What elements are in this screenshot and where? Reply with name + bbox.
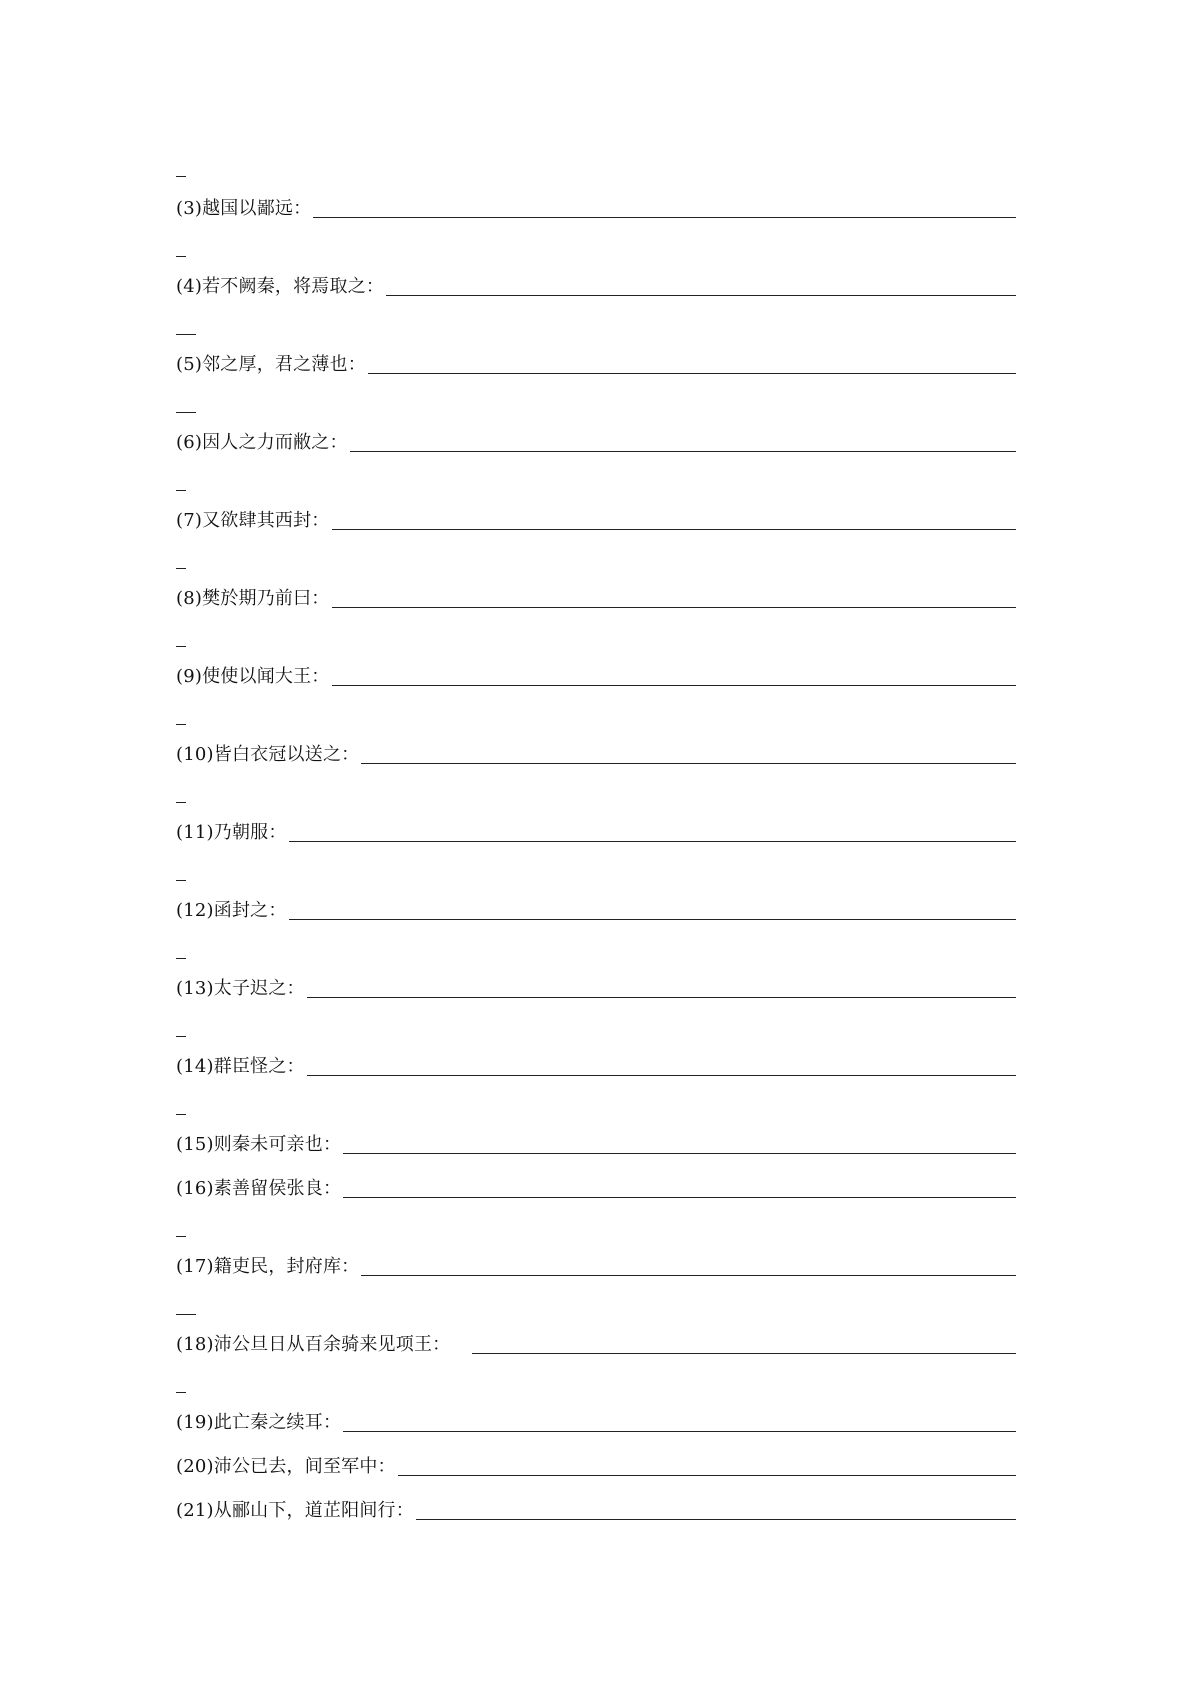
question-label: (11)乃朝服： <box>176 822 287 843</box>
continuation-line <box>176 802 186 803</box>
answer-line[interactable] <box>416 1519 1016 1520</box>
continuation-line <box>176 412 196 413</box>
answer-line[interactable] <box>289 841 1016 842</box>
question-row-15 <box>176 1130 1016 1158</box>
answer-line[interactable] <box>343 1431 1016 1432</box>
question-row-9 <box>176 662 1016 690</box>
question-label: (9)使使以闻大王： <box>176 666 330 687</box>
continuation-line <box>176 646 186 647</box>
question-label: (16)素善留侯张良： <box>176 1178 342 1199</box>
answer-line[interactable] <box>343 1197 1016 1198</box>
question-row-10 <box>176 740 1016 768</box>
continuation-line <box>176 176 186 177</box>
answer-line[interactable] <box>368 373 1016 374</box>
question-row-18 <box>176 1330 1016 1358</box>
answer-line[interactable] <box>343 1153 1016 1154</box>
answer-line[interactable] <box>332 607 1017 608</box>
answer-line[interactable] <box>472 1353 1016 1354</box>
question-row-7 <box>176 506 1016 534</box>
question-row-16 <box>176 1174 1016 1202</box>
continuation-line <box>176 256 186 257</box>
question-label: (14)群臣怪之： <box>176 1056 305 1077</box>
continuation-line <box>176 568 186 569</box>
continuation-line <box>176 958 186 959</box>
question-label: (3)越国以鄙远： <box>176 198 312 219</box>
question-label: (17)籍吏民，封府库： <box>176 1256 360 1277</box>
question-row-3 <box>176 194 1016 222</box>
question-label: (18)沛公旦日从百余骑来见项王： <box>176 1334 451 1355</box>
answer-line[interactable] <box>307 997 1016 998</box>
answer-line[interactable] <box>289 919 1016 920</box>
answer-line[interactable] <box>332 685 1017 686</box>
continuation-line <box>176 1314 196 1315</box>
continuation-line <box>176 1392 186 1393</box>
question-label: (5)邻之厚，君之薄也： <box>176 354 366 375</box>
answer-line[interactable] <box>350 451 1016 452</box>
answer-line[interactable] <box>361 763 1016 764</box>
question-label: (6)因人之力而敝之： <box>176 432 348 453</box>
question-row-14 <box>176 1052 1016 1080</box>
continuation-line <box>176 724 186 725</box>
question-row-20 <box>176 1452 1016 1480</box>
continuation-line <box>176 1236 186 1237</box>
answer-line[interactable] <box>332 529 1017 530</box>
question-label: (19)此亡秦之续耳： <box>176 1412 342 1433</box>
question-row-8 <box>176 584 1016 612</box>
answer-line[interactable] <box>398 1475 1016 1476</box>
question-row-11 <box>176 818 1016 846</box>
question-row-19 <box>176 1408 1016 1436</box>
question-row-13 <box>176 974 1016 1002</box>
question-label: (12)函封之： <box>176 900 287 921</box>
question-row-5 <box>176 350 1016 378</box>
question-label: (10)皆白衣冠以送之： <box>176 744 360 765</box>
question-label: (21)从郦山下，道芷阳间行： <box>176 1500 414 1521</box>
question-label: (4)若不阙秦，将焉取之： <box>176 276 385 297</box>
answer-line[interactable] <box>307 1075 1016 1076</box>
question-label: (8)樊於期乃前曰： <box>176 588 330 609</box>
question-label: (7)又欲肆其西封： <box>176 510 330 531</box>
answer-line[interactable] <box>361 1275 1016 1276</box>
question-row-21 <box>176 1496 1016 1524</box>
continuation-line <box>176 1114 186 1115</box>
question-row-17 <box>176 1252 1016 1280</box>
continuation-line <box>176 880 186 881</box>
answer-line[interactable] <box>386 295 1016 296</box>
continuation-line <box>176 334 196 335</box>
answer-line[interactable] <box>313 217 1016 218</box>
question-row-12 <box>176 896 1016 924</box>
continuation-line <box>176 490 186 491</box>
question-label: (20)沛公已去，间至军中： <box>176 1456 396 1477</box>
question-row-4 <box>176 272 1016 300</box>
question-row-6 <box>176 428 1016 456</box>
question-label: (15)则秦未可亲也： <box>176 1134 342 1155</box>
continuation-line <box>176 1036 186 1037</box>
question-label: (13)太子迟之： <box>176 978 305 999</box>
